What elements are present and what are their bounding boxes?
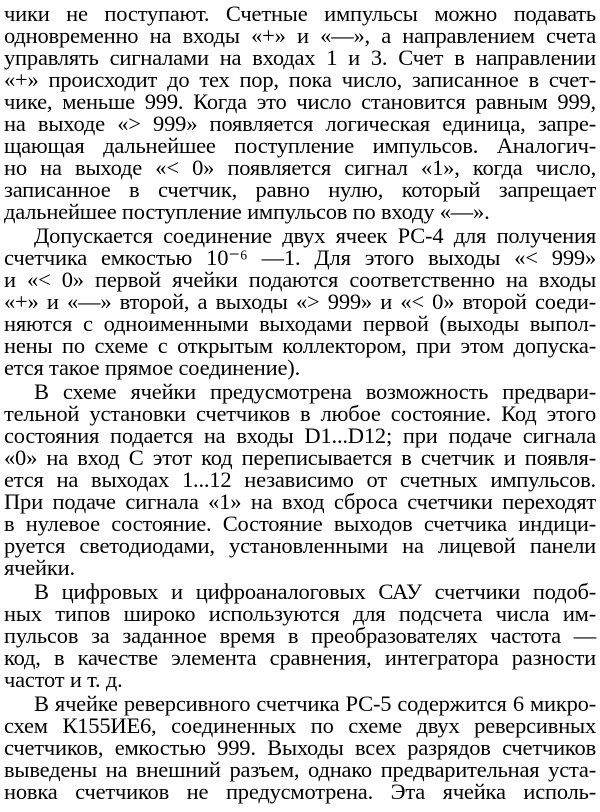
text-line: «+» и «—» второй, а выходы «> 999» и «< 0» второй соеди-: [4, 289, 596, 314]
text-line: выведены на внешний разъем, однако предварительная уста-: [4, 757, 596, 782]
text-line: руется светодиодами, установленными на лицевой панели: [4, 533, 596, 558]
text-line: ячейки.: [4, 555, 75, 580]
text-line: дальнейшее поступление импульсов по входу «—».: [4, 199, 490, 224]
text-line: «+» происходит до тех пор, пока число, записанное в счет-: [4, 67, 596, 92]
text-line: и «< 0» первой ячейки подаются соответственно на входы: [4, 267, 596, 292]
text-line: счетчиков, емкостью 999. Выходы всех разрядов счетчиков: [4, 735, 596, 760]
text-line: ных типов широко используются для подсчета числа им-: [4, 601, 596, 626]
text-line: «0» на вход C этот код переписывается в счетчик и появля-: [4, 445, 596, 470]
text-line: щающая дальнейшее поступление импульсов. Аналогич-: [4, 133, 596, 158]
text-line: но на выходе «< 0» появляется сигнал «1», когда число,: [4, 155, 596, 180]
text-line: частот и т. д.: [4, 667, 123, 692]
text-line: ется такое прямое соединение).: [4, 355, 300, 380]
text-line: код, в качестве элемента сравнения, интегратора разности: [4, 645, 596, 670]
text-line: пульсов за заданное время в преобразователях частота —: [4, 623, 596, 648]
text-line: тельной установки счетчиков в любое состояние. Код этого: [4, 401, 596, 426]
text-line: схем К155ИЕ6, соединенных по схеме двух реверсивных: [4, 713, 596, 738]
text-line: В цифровых и цифроаналоговых САУ счетчики подоб-: [34, 579, 596, 604]
text-line: ется на выходах 1...12 независимо от счетных импульсов.: [4, 467, 596, 492]
text-line: няются с одноименными выходами первой (выходы выпол-: [4, 311, 596, 336]
document-page: [4, 2, 596, 810]
text-line: одновременно на входы «+» и «—», а направлением счета: [4, 23, 596, 48]
text-line: В схеме ячейки предусмотрена возможность предвари-: [34, 379, 596, 404]
text-line: записанное в счетчик, равно нулю, который запрещает: [4, 177, 596, 202]
text-line: В ячейке реверсивного счетчика РС-5 содержится 6 микро-: [34, 691, 596, 716]
text-line: новка счетчиков не предусмотрена. Эта ячейка исполь-: [4, 779, 596, 804]
text-line: При подаче сигнала «1» на вход сброса счетчики переходят: [4, 489, 596, 514]
text-line: Допускается соединение двух ячеек РС-4 для получения: [34, 223, 596, 248]
text-line: чике, меньше 999. Когда это число становится равным 999,: [4, 89, 596, 114]
text-line: управлять сигналами на входах 1 и 3. Счет в направлении: [4, 45, 596, 70]
text-line: в нулевое состояние. Состояние выходов счетчика индици-: [4, 511, 596, 536]
text-line: счетчика емкостью 10⁻⁶ —1. Для этого выходы «< 999»: [4, 245, 596, 270]
text-line: нены по схеме с открытым коллектором, при этом допуска-: [4, 333, 596, 358]
text-line: на выходе «> 999» появляется логическая единица, запре-: [4, 111, 596, 136]
text-line: чики не поступают. Счетные импульсы можно подавать: [4, 1, 596, 26]
text-line: состояния подается на входы D1...D12; при подаче сигнала: [4, 423, 596, 448]
